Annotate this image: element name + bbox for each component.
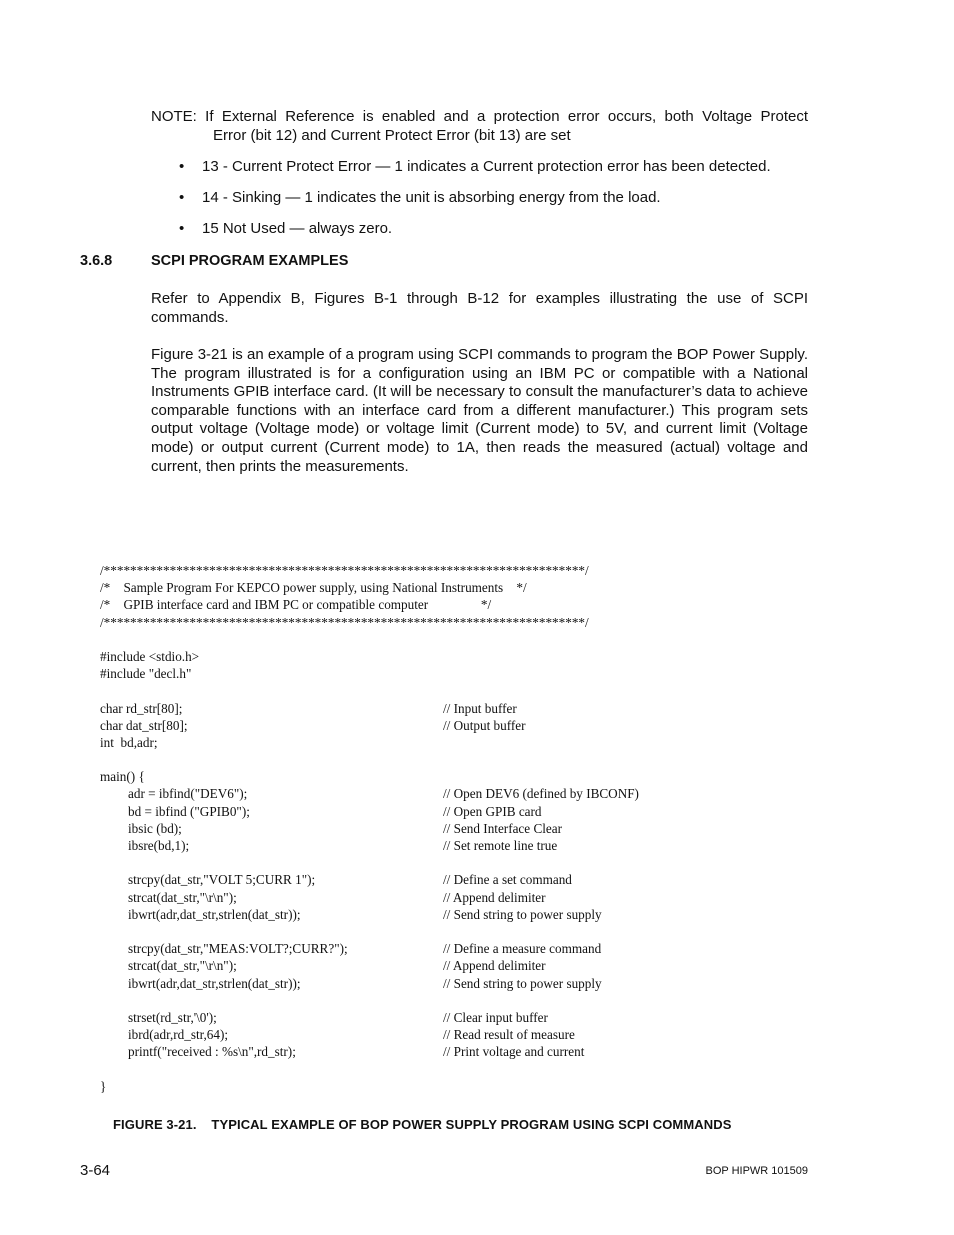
code-line: ibsre(bd,1); // Set remote line true xyxy=(128,838,558,853)
code-line: ibwrt(adr,dat_str,strlen(dat_str)); // Send string to power supply xyxy=(128,975,602,991)
code-line: int bd,adr; xyxy=(100,734,158,750)
code-line: adr = ibfind("DEV6"); // Open DEV6 (defined by IBCONF) xyxy=(128,786,639,802)
code-line: /* GPIB interface card and IBM PC or compatible computer */ xyxy=(100,597,492,613)
list-item: • 15 Not Used — always zero. xyxy=(179,220,393,237)
bullet-icon: • xyxy=(179,158,185,175)
paragraph-program-description: Figure 3-21 is an example of a program using SCPI commands to program the BOP Power Supply. The program illustrated is for a configuration using an IBM PC or compatible with a National Instruments GPIB interface card. (It will be necessary to consult the manufacturer’s data to achieve comparable functions with an interface card from a different manufacturer.) This program sets output voltage (Voltage mode) or voltage limit (Current mode) to 5V, and current limit (Voltage mode) or output current (Current mode) to 1A, then reads the measured (actual) voltage and current, then prints the measurements. xyxy=(151,346,808,475)
code-comment: // Define a measure command xyxy=(443,941,602,957)
code-comment: // Open GPIB card xyxy=(443,803,542,819)
code-comment: // Input buffer xyxy=(443,700,517,716)
code-line: strcpy(dat_str,"MEAS:VOLT?;CURR?"); // Define a measure command xyxy=(128,941,602,957)
code-comment: // Open DEV6 (defined by IBCONF) xyxy=(443,786,639,802)
code-line: bd = ibfind ("GPIB0"); // Open GPIB card xyxy=(128,803,542,819)
code-comment: // Define a set command xyxy=(443,872,572,888)
code-comment: // Send string to power supply xyxy=(443,906,602,922)
code-comment: // Set remote line true xyxy=(443,838,558,853)
figure-caption: FIGURE 3-21. TYPICAL EXAMPLE OF BOP POWER SUPPLY PROGRAM USING SCPI COMMANDS xyxy=(113,1117,732,1132)
code-line: strcpy(dat_str,"VOLT 5;CURR 1"); // Define a set command xyxy=(128,872,572,888)
code-line: /* Sample Program For KEPCO power supply, using National Instruments */ xyxy=(100,580,527,596)
list-item: • 14 - Sinking — 1 indicates the unit is absorbing energy from the load. xyxy=(179,189,661,206)
code-line: #include "decl.h" xyxy=(100,666,192,682)
section-number: 3.6.8 xyxy=(80,253,113,269)
status-bit-list xyxy=(151,157,808,250)
note-line-2: Error (bit 12) and Current Protect Error (bit 13) are set xyxy=(213,127,571,144)
code-comment: // Output buffer xyxy=(443,717,526,733)
protection-note xyxy=(151,107,808,145)
code-comment: // Read result of measure xyxy=(443,1027,575,1043)
code-line: #include <stdio.h> xyxy=(100,648,200,664)
section-title: SCPI PROGRAM EXAMPLES xyxy=(151,253,349,269)
code-comment: // Append delimiter xyxy=(443,889,546,905)
code-comment: // Send Interface Clear xyxy=(443,820,562,836)
code-line: strcat(dat_str,"\r\n"); // Append delimiter xyxy=(128,958,546,974)
code-line: printf("received : %s\n",rd_str); // Print voltage and current xyxy=(128,1044,585,1060)
code-line: } xyxy=(100,1078,107,1094)
code-line: ibrd(adr,rd_str,64); // Read result of measure xyxy=(128,1027,575,1043)
page-number: 3-64 xyxy=(80,1162,111,1179)
code-comment: // Send string to power supply xyxy=(443,975,602,991)
code-line: char rd_str[80]; // Input buffer xyxy=(100,700,517,716)
code-line: ibwrt(adr,dat_str,strlen(dat_str)); // Send string to power supply xyxy=(128,906,602,922)
note-line-1: NOTE: If External Reference is enabled and a protection error occurs, both Voltage Protect xyxy=(151,108,808,125)
code-comment: // Print voltage and current xyxy=(443,1044,585,1060)
code-line: /*************************************************************************/ xyxy=(100,563,589,578)
list-item: • 13 - Current Protect Error — 1 indicates a Current protection error has been detected. xyxy=(179,158,771,175)
code-comment: // Clear input buffer xyxy=(443,1009,548,1025)
paragraph-appendix-reference: Refer to Appendix B, Figures B-1 through B-12 for examples illustrating the use of SCPI commands. xyxy=(151,290,808,326)
code-listing xyxy=(100,562,800,1095)
bullet-icon: • xyxy=(179,189,185,206)
code-line: strset(rd_str,'\0'); // Clear input buffer xyxy=(128,1009,548,1025)
code-line: /*************************************************************************/ xyxy=(100,614,589,630)
code-line: strcat(dat_str,"\r\n"); // Append delimiter xyxy=(128,889,546,905)
code-comment: // Append delimiter xyxy=(443,958,546,974)
code-line: char dat_str[80]; // Output buffer xyxy=(100,717,526,733)
bullet-icon: • xyxy=(179,220,185,237)
document-id: BOP HIPWR 101509 xyxy=(705,1165,808,1177)
code-line: ibsic (bd); // Send Interface Clear xyxy=(128,820,562,836)
code-line: main() { xyxy=(100,769,145,785)
